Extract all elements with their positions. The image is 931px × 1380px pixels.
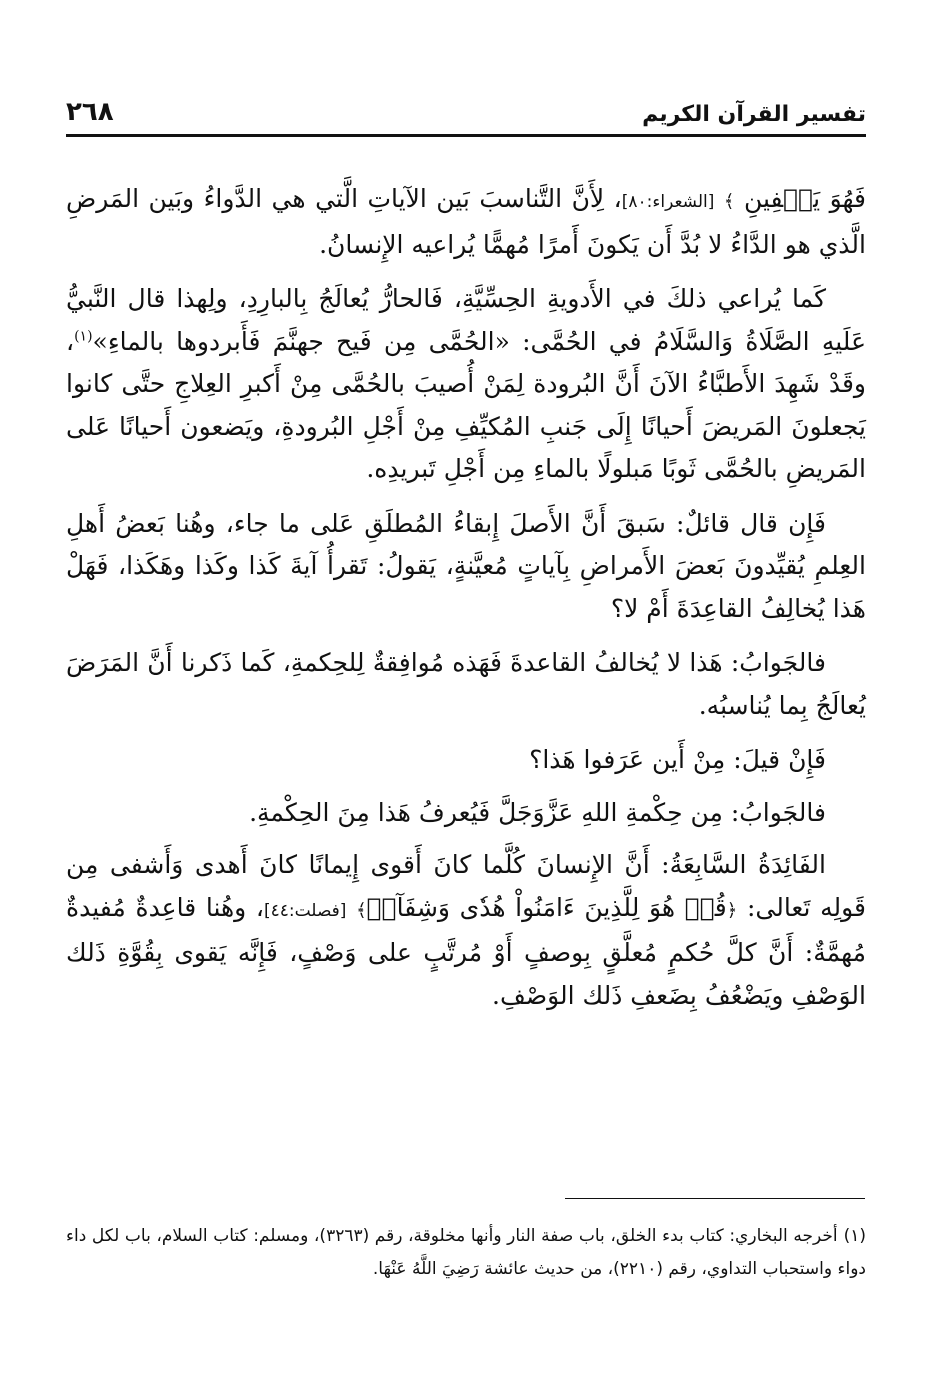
quran-open-bracket: ﴿	[726, 899, 738, 921]
main-text	[66, 178, 866, 1029]
paragraph-6-text: فالجَوابُ: مِن حِكْمةِ اللهِ عَزَّوَجَلَّ فَيُعرفُ هَذا مِنَ الحِكْمةِ.	[249, 797, 826, 827]
paragraph-2-text-b: ، وقَدْ شَهِدَ الأَطبَّاءُ الآنَ أَنَّ البُرودة لِمَنْ أُصيبَ بالحُمَّى مِنْ أَكبرِ العِلاجِ حتَّى كانوا يَجعلونَ المَريضَ أَحيانًا إِلَى جَنبِ المُكيِّفِ مِنْ أَجْلِ البُرودةِ، ويَضعون أَحيانًا عَلى المَريضِ بالحُمَّى ثَوبًا مَبلولًا بالماءِ مِن أَجْلِ تَبريدِه.	[66, 326, 866, 483]
paragraph-1-text: ، لِأَنَّ التَّناسبَ بَين الآياتِ الَّتي هي الدَّواءُ وبَين المَرضِ الَّذي هو الدَّاءُ لا بُدَّ أَن يَكونَ أَمرًا مُهمًّا يُراعيه الإِنسانُ.	[66, 184, 866, 259]
paragraph-7	[66, 844, 866, 1017]
verse-reference-2: [فصلت:٤٤]	[263, 900, 347, 921]
paragraph-4-text: فالجَوابُ: هَذا لا يُخالفُ القاعدةَ فَهَذه مُوافِقةٌ لِلحِكمةِ، كَما ذَكرنا أَنَّ المَرَضَ يُعالَجُ بِما يُناسبُه.	[66, 648, 866, 720]
page-number: ٢٦٨	[66, 97, 114, 127]
paragraph-5-text: فَإِنْ قيلَ: مِنْ أَين عَرَفوا هَذا؟	[529, 745, 826, 774]
paragraph-2	[66, 278, 866, 491]
paragraph-5	[66, 739, 866, 782]
paragraph-6	[66, 792, 866, 835]
paragraph-7-text-b: ، وهُنا قاعِدةٌ مُفيدةٌ مُهمَّةٌ: أَنَّ كلَّ حُكمٍ مُعلَّقٍ بِوصفٍ أَوْ مُرتَّبٍ على وَصْفٍ، فَإِنَّه يَقوى بِقُوَّةِ ذَلك الوَصْفِ ويَضْعُفُ بِضَعفِ ذَلك الوَصْفِ.	[66, 892, 866, 1010]
paragraph-3-text: فَإِن قال قائلٌ: سَبقَ أَنَّ الأَصلَ إِبقاءُ المُطلَقِ عَلى ما جاء، وهُنا بَعضُ أَهلِ العِلمِ يُقيِّدونَ بَعضَ الأَمراضِ بِآياتٍ مُعيَّنةٍ، يَقولُ: تَقرأُ آيةَ كَذا وكَذا وهَكَذا، فَهَلْ هَذا يُخالِفُ القاعِدَةَ أَمْ لا؟	[66, 508, 866, 623]
footnote-reference: (١)	[74, 328, 93, 345]
quran-close-bracket-2: ﴾	[356, 899, 367, 921]
quran-verse-end: فَهُوَ يَشۡفِينِ	[743, 184, 866, 213]
paragraph-4	[66, 642, 866, 727]
quran-verse: قُلۡ هُوَ لِلَّذِينَ ءَامَنُواْ هُدٗى وَشِفَآءٞ	[366, 892, 727, 922]
paragraph-3	[66, 503, 866, 631]
running-title: تفسير القرآن الكريم	[642, 102, 866, 127]
paragraph-7-text-a: الفَائِدَةُ السَّابِعَةُ: أَنَّ الإِنسانَ كُلَّما كانَ أَقوى إِيمانًا كانَ أَهدى وَأَشفى مِن قَولِه تَعالى:	[66, 850, 866, 922]
footnote-mark: (١)	[843, 1226, 867, 1246]
running-header	[66, 96, 866, 137]
verse-reference: [الشعراء:٨٠]	[621, 192, 715, 212]
footnote-separator	[565, 1198, 865, 1199]
footnote-text: أخرجه البخاري: كتاب بدء الخلق، باب صفة النار وأنها مخلوقة، رقم (٣٢٦٣)، ومسلم: كتاب السلام، باب لكل داء دواء واستحباب التداوي، رقم (٢٢١٠)، من حديث عائشة رَضِيَ اللَّهُ عَنْهَا.	[66, 1226, 866, 1279]
paragraph-1	[66, 178, 866, 266]
quran-close-bracket: ﴾	[723, 191, 735, 212]
paragraph-2-text-a: كَما يُراعي ذلكَ في الأَدويةِ الحِسِّيَّةِ، فَالحارُّ يُعالَجُ بِالبارِدِ، ولِهذا قال النَّبيُّ عَلَيهِ الصَّلَاةُ وَالسَّلَامُ في الحُمَّى: «الحُمَّى مِن فَيح جهنَّمَ فَأَبردوها بالماءِ»	[66, 284, 866, 356]
footnote-1	[66, 1220, 866, 1286]
footnotes	[66, 1220, 866, 1286]
